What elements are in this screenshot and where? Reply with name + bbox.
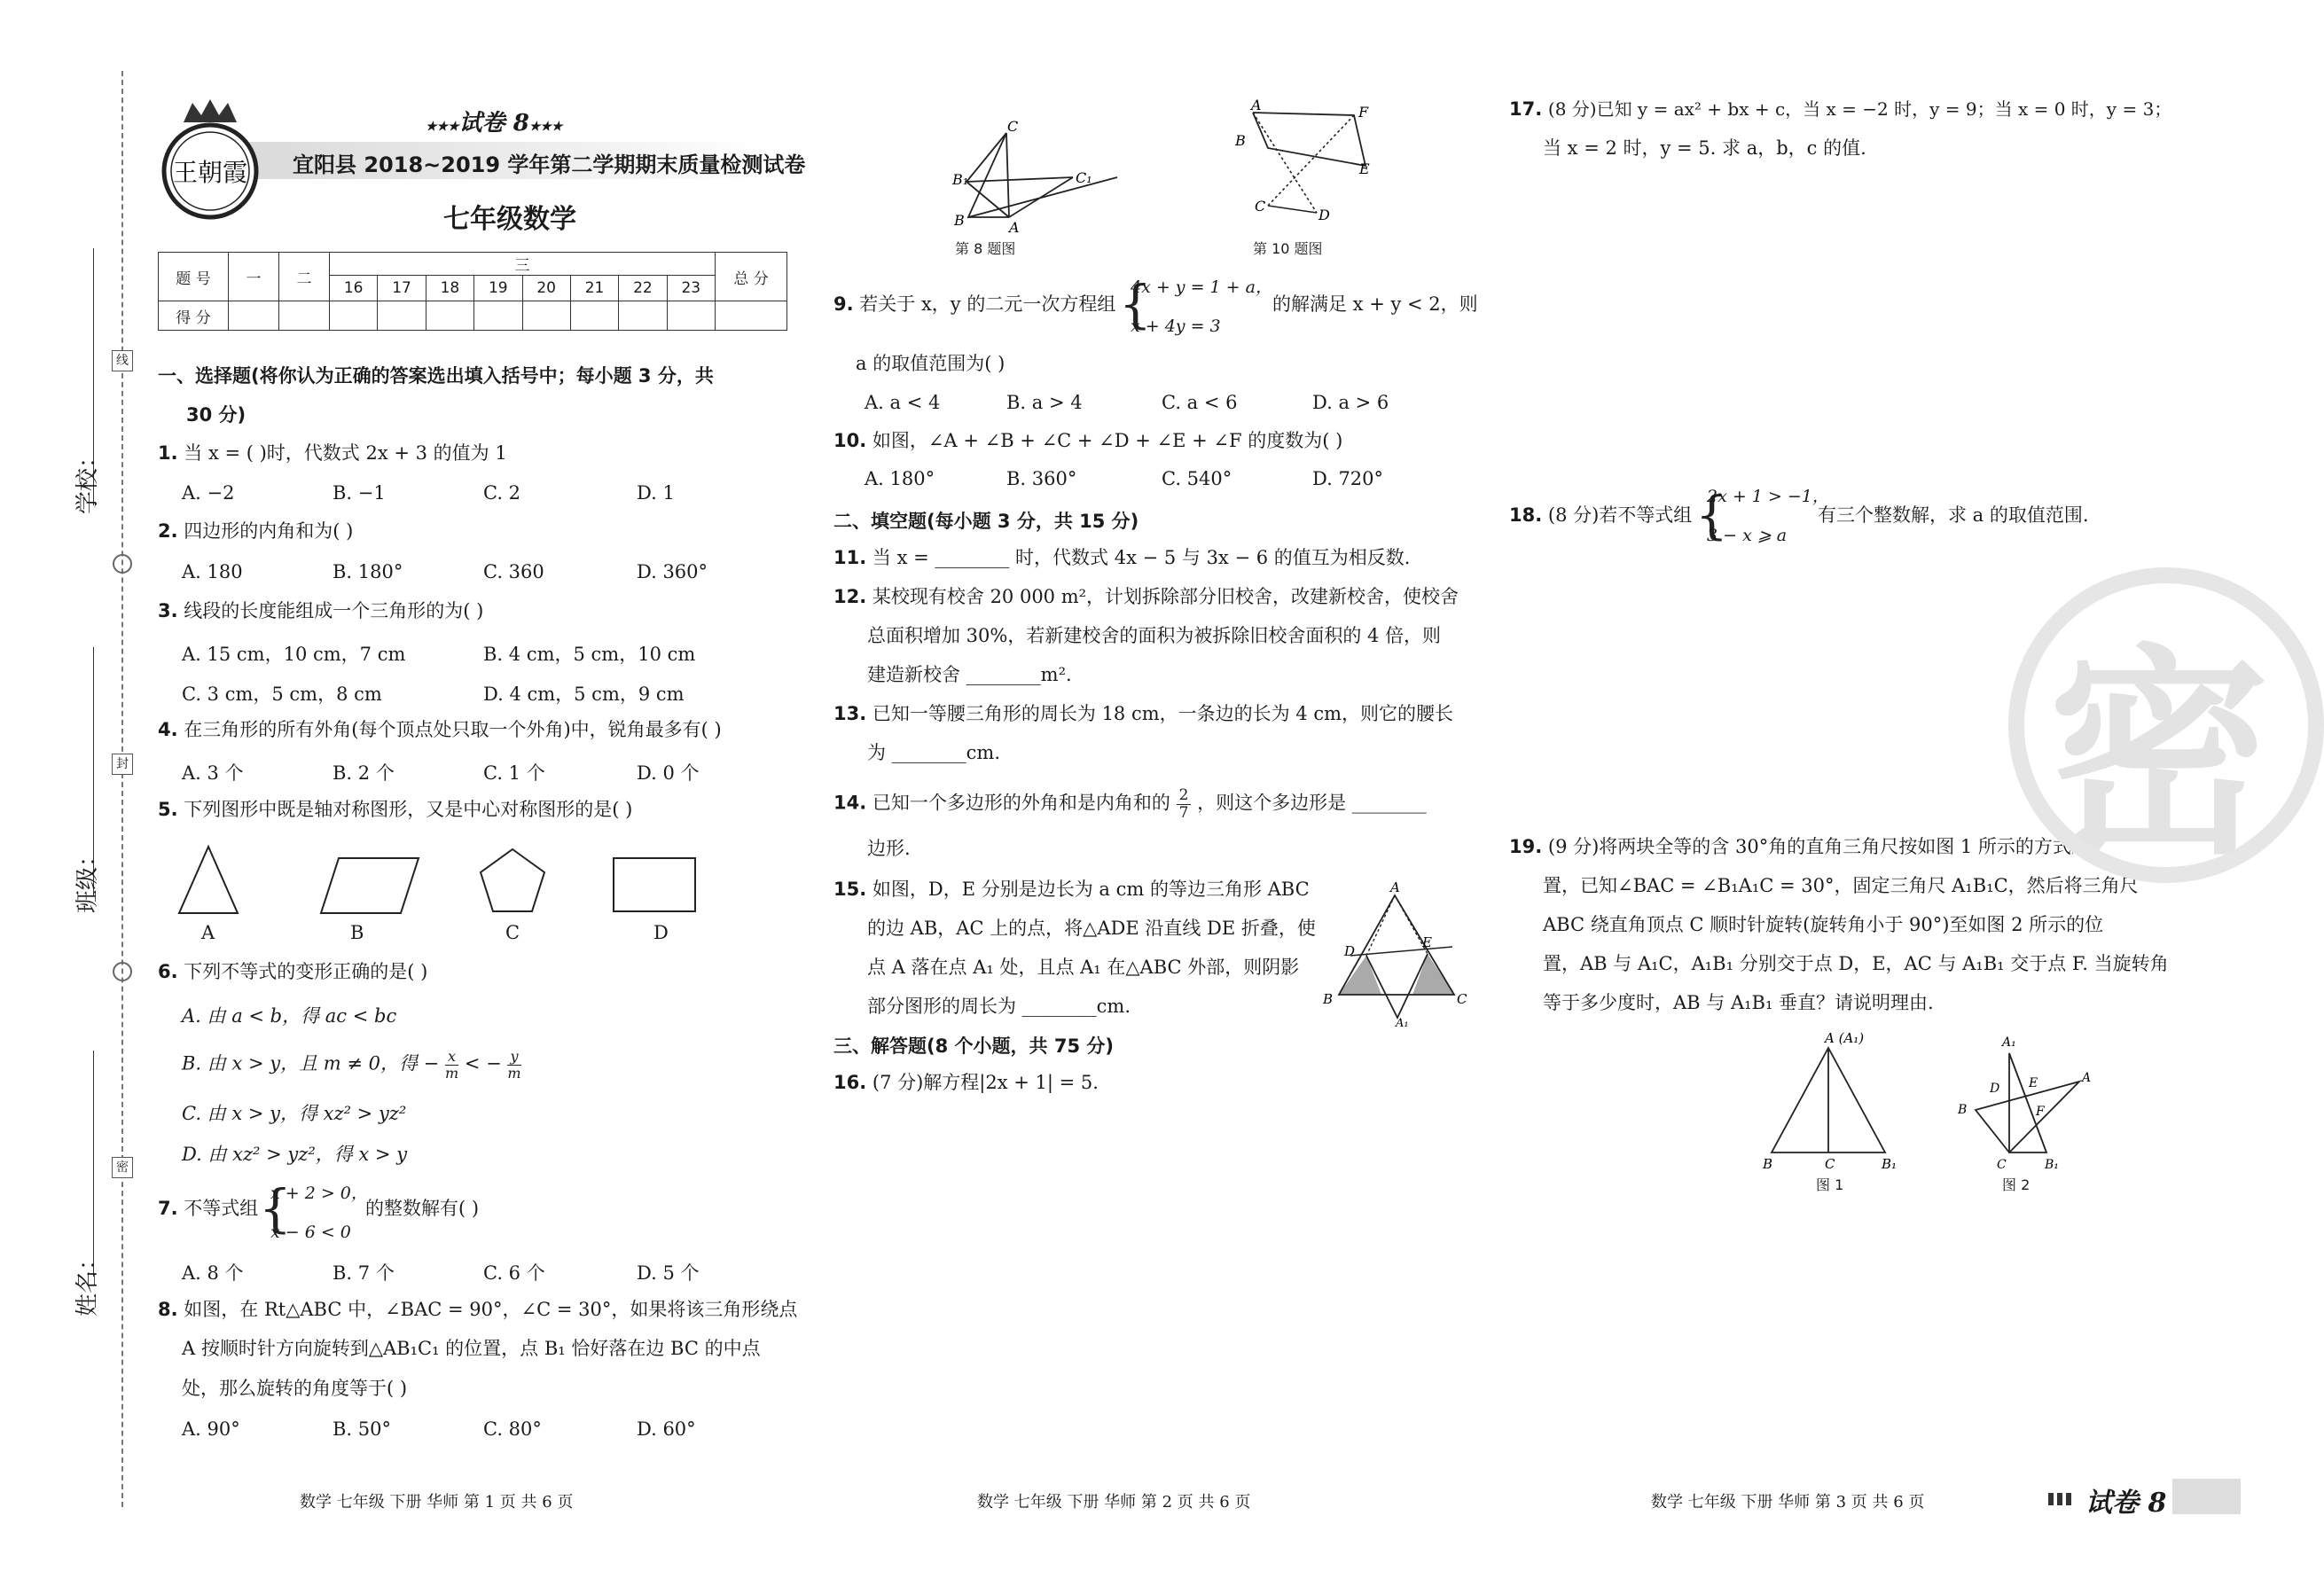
q18-brace: { — [1695, 485, 1728, 545]
question-12: 12. 某校现有校舍 20 000 m²，计划拆除部分旧校舍，改建新校舍，使校舍 — [833, 586, 1459, 607]
q12-line-2: 总面积增加 30%，若新建校舍的面积为被拆除旧校舍面积的 4 倍，则 — [867, 625, 1442, 646]
fig19-2-label-a1: A₁ — [2002, 1035, 2016, 1050]
fig10-label-c: C — [1255, 198, 1266, 215]
figure-19-1-caption: 图 1 — [1816, 1176, 1844, 1193]
q8-line-3: 处，那么旋转的角度等于( ) — [182, 1378, 408, 1399]
q19-line-2: 置，已知∠BAC = ∠B₁A₁C = 30°，固定三角尺 A₁B₁C，然后将三角尺 — [1543, 875, 2139, 896]
q7-line-2: x − 6 < 0 — [270, 1223, 351, 1242]
q6-option-c[interactable]: C. 由 x > y，得 xz² > yz² — [182, 1103, 407, 1124]
col-17: 17 — [378, 276, 426, 301]
col-20: 20 — [522, 276, 570, 301]
q8-line-2: A 按顺时针方向旋转到△AB₁C₁ 的位置，点 B₁ 恰好落在边 BC 的中点 — [182, 1338, 761, 1359]
exam-badge: ★★★试卷 8★★★ — [426, 110, 563, 137]
fig19-1-label-b1: B₁ — [1882, 1156, 1898, 1172]
question-16: 16. (7 分)解方程|2x + 1| = 5. — [833, 1072, 1099, 1093]
fig15-label-b: B — [1323, 991, 1334, 1007]
footer-page-3: 数学 七年级 下册 华师 第 3 页 共 6 页 — [1651, 1493, 1925, 1512]
figure-10-caption: 第 10 题图 — [1253, 240, 1323, 257]
col-22: 22 — [619, 276, 667, 301]
q17-line-2: 当 x = 2 时，y = 5. 求 a，b，c 的值. — [1543, 137, 1866, 159]
binding-hole-1 — [113, 554, 132, 574]
question-13: 13. 已知一等腰三角形的周长为 18 cm，一条边的长为 4 cm，则它的腰长 — [833, 703, 1454, 724]
score-cell[interactable] — [229, 301, 279, 331]
q3-option-d[interactable]: D. 4 cm，5 cm，9 cm — [483, 684, 685, 705]
fig19-2-label-a: A — [2082, 1071, 2092, 1085]
q3-option-c[interactable]: C. 3 cm，5 cm，8 cm — [182, 684, 382, 705]
fig19-2-label-b1: B₁ — [2045, 1158, 2059, 1172]
figure-19-2-caption: 图 2 — [2002, 1176, 2031, 1193]
q9-option-a[interactable]: A. a < 4 — [865, 392, 941, 413]
q9-option-d[interactable]: D. a > 6 — [1312, 392, 1389, 413]
q3-option-a[interactable]: A. 15 cm，10 cm，7 cm — [182, 644, 406, 665]
q4-option-a[interactable]: A. 3 个 — [182, 762, 244, 784]
figure-10 — [1228, 99, 1401, 232]
school-label: 学校： — [74, 444, 101, 514]
q5-shapes — [168, 842, 683, 949]
fig19-1-label-a: A (A₁) — [1825, 1030, 1865, 1046]
figure-8 — [931, 115, 1108, 239]
score-cell[interactable] — [378, 301, 426, 331]
fig15-label-a1: A₁ — [1396, 1017, 1409, 1030]
binding-hole-2 — [113, 962, 132, 981]
logo-seal — [153, 96, 268, 229]
q5-parallelogram — [321, 858, 419, 913]
question-6: 6. 下列不等式的变形正确的是( ) — [158, 961, 428, 982]
q5-rectangle — [614, 858, 695, 911]
score-cell[interactable] — [667, 301, 715, 331]
q13-line-2: 为 ________cm. — [867, 742, 1001, 763]
q10-option-b[interactable]: B. 360° — [1006, 468, 1077, 489]
exam-title: 宜阳县 2018~2019 学年第二学期期末质量检测试卷 — [293, 152, 806, 177]
q7-tail: 的整数解有( ) — [365, 1198, 480, 1219]
question-10: 10. 如图，∠A + ∠B + ∠C + ∠D + ∠E + ∠F 的度数为( ) — [833, 430, 1343, 451]
question-17: 17. (8 分)已知 y = ax² + bx + c，当 x = −2 时，y = 9；当 x = 0 时，y = 3； — [1509, 98, 2172, 120]
col-total: 总 分 — [716, 253, 787, 301]
watermark-char: 密 — [2048, 626, 2270, 884]
q-number: 1. — [158, 442, 178, 464]
score-cell[interactable] — [716, 301, 787, 331]
q6-option-b[interactable]: B. 由 x > y，且 m ≠ 0，得 − $\frac{x}{m}$ < − $\frac{y}{m}$ — [182, 1048, 521, 1082]
fig15-label-d: D — [1344, 943, 1356, 959]
section-1-title-cont: 30 分) — [186, 404, 246, 426]
corner-badge: 试卷 8 — [2085, 1488, 2167, 1519]
q19-line-4: 置，AB 与 A₁C，A₁B₁ 分别交于点 D，E，AC 与 A₁B₁ 交于点 F. 当旋转角 — [1543, 953, 2169, 974]
q19-line-5: 等于多少度时，AB 与 A₁B₁ 垂直？请说明理由. — [1543, 992, 1934, 1013]
question-11: 11. 当 x = ________ 时，代数式 4x − 5 与 3x − 6 的值互为相反数. — [833, 547, 1411, 568]
svg-text:王朝霞: 王朝霞 — [172, 158, 248, 187]
binding-mark-xian: 线 — [112, 350, 133, 371]
q4-option-b[interactable]: B. 2 个 — [333, 762, 395, 784]
q14-line-2: 边形. — [867, 838, 911, 859]
q2-option-d[interactable]: D. 360° — [637, 561, 708, 582]
q7-option-c[interactable]: C. 6 个 — [483, 1262, 545, 1284]
q18-tail: 有三个整数解，求 a 的取值范围. — [1818, 504, 2089, 526]
question-18: 18. (8 分)若不等式组 — [1509, 504, 1693, 526]
fig8-label-c: C — [1007, 118, 1019, 135]
score-cell[interactable] — [426, 301, 473, 331]
q1-option-b[interactable]: B. −1 — [333, 482, 386, 504]
col-19: 19 — [474, 276, 522, 301]
fig10-label-b: B — [1235, 132, 1246, 149]
section-2-title: 二、填空题(每小题 3 分，共 15 分) — [833, 511, 1139, 532]
score-table — [158, 252, 787, 331]
q9-line-2: x + 4y = 3 — [1131, 316, 1221, 336]
q-text: 当 x = ( )时，代数式 2x + 3 的值为 1 — [184, 442, 507, 464]
fig10-label-a: A — [1251, 97, 1262, 113]
q15-line-4: 部分图形的周长为 ________cm. — [867, 996, 1131, 1017]
badge-text: 试卷 8 — [458, 110, 529, 137]
q9-option-c[interactable]: C. a < 6 — [1162, 392, 1238, 413]
col-23: 23 — [667, 276, 715, 301]
q10-option-c[interactable]: C. 540° — [1162, 468, 1232, 489]
question-3: 3. 线段的长度能组成一个三角形的为( ) — [158, 600, 484, 621]
q9-line-3: a 的取值范围为( ) — [856, 353, 1006, 374]
score-cell[interactable] — [619, 301, 667, 331]
fig8-label-c1: C₁ — [1076, 169, 1092, 186]
q9-tail: 的解满足 x + y < 2，则 — [1272, 293, 1478, 315]
q7-option-d[interactable]: D. 5 个 — [637, 1262, 700, 1284]
fig8-label-b1: B₁ — [952, 171, 969, 188]
binding-mark-mi: 密 — [112, 1157, 133, 1178]
question-7: 7. 不等式组 — [158, 1198, 259, 1219]
q8-option-c[interactable]: C. 80° — [483, 1418, 542, 1440]
col-group-3: 三 — [330, 253, 716, 276]
q7-line-1: x + 2 > 0， — [270, 1184, 368, 1203]
question-9: 9. 若关于 x，y 的二元一次方程组 — [833, 293, 1116, 315]
col-2: 二 — [279, 253, 330, 301]
q12-line-3: 建造新校舍 ________m². — [867, 664, 1072, 685]
fig15-label-e: E — [1422, 934, 1432, 950]
question-2: 2. 四边形的内角和为( ) — [158, 520, 354, 542]
fig15-label-a: A — [1390, 879, 1400, 895]
footer-page-1: 数学 七年级 下册 华师 第 1 页 共 6 页 — [300, 1493, 574, 1512]
section-1-title: 一、选择题(将你认为正确的答案选出填入括号中；每小题 3 分，共 — [158, 365, 714, 387]
fig19-1-label-b: B — [1763, 1156, 1773, 1172]
fig8-label-a: A — [1009, 219, 1020, 236]
question-1 — [158, 441, 507, 465]
question-5: 5. 下列图形中既是轴对称图形，又是中心对称图形的是( ) — [158, 799, 633, 820]
question-15: 15. 如图，D，E 分别是边长为 a cm 的等边三角形 ABC — [833, 879, 1310, 900]
fig19-2-label-b: B — [1958, 1103, 1968, 1117]
question-14: 14. 已知一个多边形的外角和是内角和的 $\frac{2}{7}$ ，则这个多边形是 ________ — [833, 786, 1427, 822]
fig19-1-label-c: C — [1825, 1156, 1835, 1172]
question-4: 4. 在三角形的所有外角(每个顶点处只取一个外角)中，锐角最多有( ) — [158, 719, 722, 740]
col-21: 21 — [570, 276, 618, 301]
q5-option-c[interactable]: C — [505, 922, 520, 943]
q2-option-c[interactable]: C. 360 — [483, 561, 544, 582]
fig15-label-c: C — [1457, 991, 1467, 1007]
row-label-number: 题 号 — [159, 253, 229, 301]
q2-option-a[interactable]: A. 180 — [182, 561, 243, 582]
score-cell[interactable] — [474, 301, 522, 331]
q9-option-b[interactable]: B. a > 4 — [1006, 392, 1083, 413]
corner-dots — [2048, 1493, 2071, 1505]
q1-option-a[interactable]: A. −2 — [182, 482, 235, 504]
class-label: 班级： — [74, 843, 101, 913]
q7-brace: { — [259, 1178, 292, 1238]
fig19-2-label-d: D — [1990, 1082, 2000, 1096]
q4-option-c[interactable]: C. 1 个 — [483, 762, 545, 784]
question-8: 8. 如图，在 Rt△ABC 中，∠BAC = 90°，∠C = 30°，如果将该三角形绕点 — [158, 1299, 798, 1320]
col-16: 16 — [330, 276, 378, 301]
name-label: 姓名： — [74, 1246, 101, 1316]
fig10-label-e: E — [1359, 160, 1370, 177]
q7-option-a[interactable]: A. 8 个 — [182, 1262, 244, 1284]
name-field[interactable] — [93, 1051, 94, 1277]
binding-dashed-line — [121, 71, 123, 1507]
q10-option-d[interactable]: D. 720° — [1312, 468, 1384, 489]
binding-mark-feng: 封 — [112, 754, 133, 775]
q2-option-b[interactable]: B. 180° — [333, 561, 403, 582]
figure-19-1 — [1747, 1028, 1924, 1184]
fig10-label-d: D — [1318, 207, 1330, 223]
question-19: 19. (9 分)将两块全等的含 30°角的直角三角尺按如图 1 所示的方式放 — [1509, 836, 2090, 857]
col-1: 一 — [229, 253, 279, 301]
q19-line-3: ABC 绕直角顶点 C 顺时针旋转(旋转角小于 90°)至如图 2 所示的位 — [1543, 914, 2104, 935]
q9-brace: { — [1119, 274, 1152, 334]
q8-option-a[interactable]: A. 90° — [182, 1418, 240, 1440]
score-cell[interactable] — [330, 301, 378, 331]
footer-page-2: 数学 七年级 下册 华师 第 2 页 共 6 页 — [977, 1493, 1251, 1512]
q9-line-1: 4x + y = 1 + a， — [1131, 277, 1272, 297]
q6-option-d[interactable]: D. 由 xz² > yz²，得 x > y — [182, 1144, 408, 1165]
q15-line-3: 点 A 落在点 A₁ 处，且点 A₁ 在△ABC 外部，则阴影 — [867, 957, 1300, 978]
q15-line-2: 的边 AB，AC 上的点，将△ADE 沿直线 DE 折叠，使 — [867, 918, 1316, 939]
q5-pentagon — [481, 849, 544, 911]
q5-option-a[interactable]: A — [201, 922, 215, 943]
q8-option-d[interactable]: D. 60° — [637, 1418, 696, 1440]
figure-19-2 — [1942, 1028, 2097, 1184]
q3-option-b[interactable]: B. 4 cm，5 cm，10 cm — [483, 644, 696, 665]
score-cell[interactable] — [522, 301, 570, 331]
q7-option-b[interactable]: B. 7 个 — [333, 1262, 395, 1284]
figure-8-caption: 第 8 题图 — [955, 240, 1016, 257]
q18-line-2: 3 − x ⩾ a — [1707, 526, 1788, 545]
fig19-2-label-c: C — [1997, 1158, 2007, 1172]
q5-triangle — [179, 847, 238, 913]
fig19-2-label-e: E — [2029, 1076, 2038, 1090]
q4-option-d[interactable]: D. 0 个 — [637, 762, 700, 784]
figure-15 — [1319, 878, 1470, 1028]
row-label-score: 得 分 — [159, 301, 229, 331]
fig19-2-label-f: F — [2036, 1105, 2045, 1119]
q5-option-b[interactable]: B — [350, 922, 364, 943]
fig10-label-f: F — [1358, 104, 1369, 121]
q18-line-1: 2x + 1 > −1， — [1707, 487, 1829, 506]
corner-stripe — [2172, 1479, 2241, 1514]
q6-option-a[interactable]: A. 由 a < b，得 ac < bc — [182, 1005, 397, 1027]
score-cell[interactable] — [570, 301, 618, 331]
subject-title: 七年级数学 — [443, 204, 576, 235]
q1-option-d[interactable]: D. 1 — [637, 482, 675, 504]
section-3-title: 三、解答题(8 个小题，共 75 分) — [833, 1035, 1114, 1057]
q5-option-d[interactable]: D — [653, 922, 669, 943]
score-cell[interactable] — [279, 301, 330, 331]
col-18: 18 — [426, 276, 473, 301]
q8-option-b[interactable]: B. 50° — [333, 1418, 392, 1440]
fig8-label-b: B — [954, 212, 965, 229]
q10-option-a[interactable]: A. 180° — [865, 468, 935, 489]
q1-option-c[interactable]: C. 2 — [483, 482, 521, 504]
